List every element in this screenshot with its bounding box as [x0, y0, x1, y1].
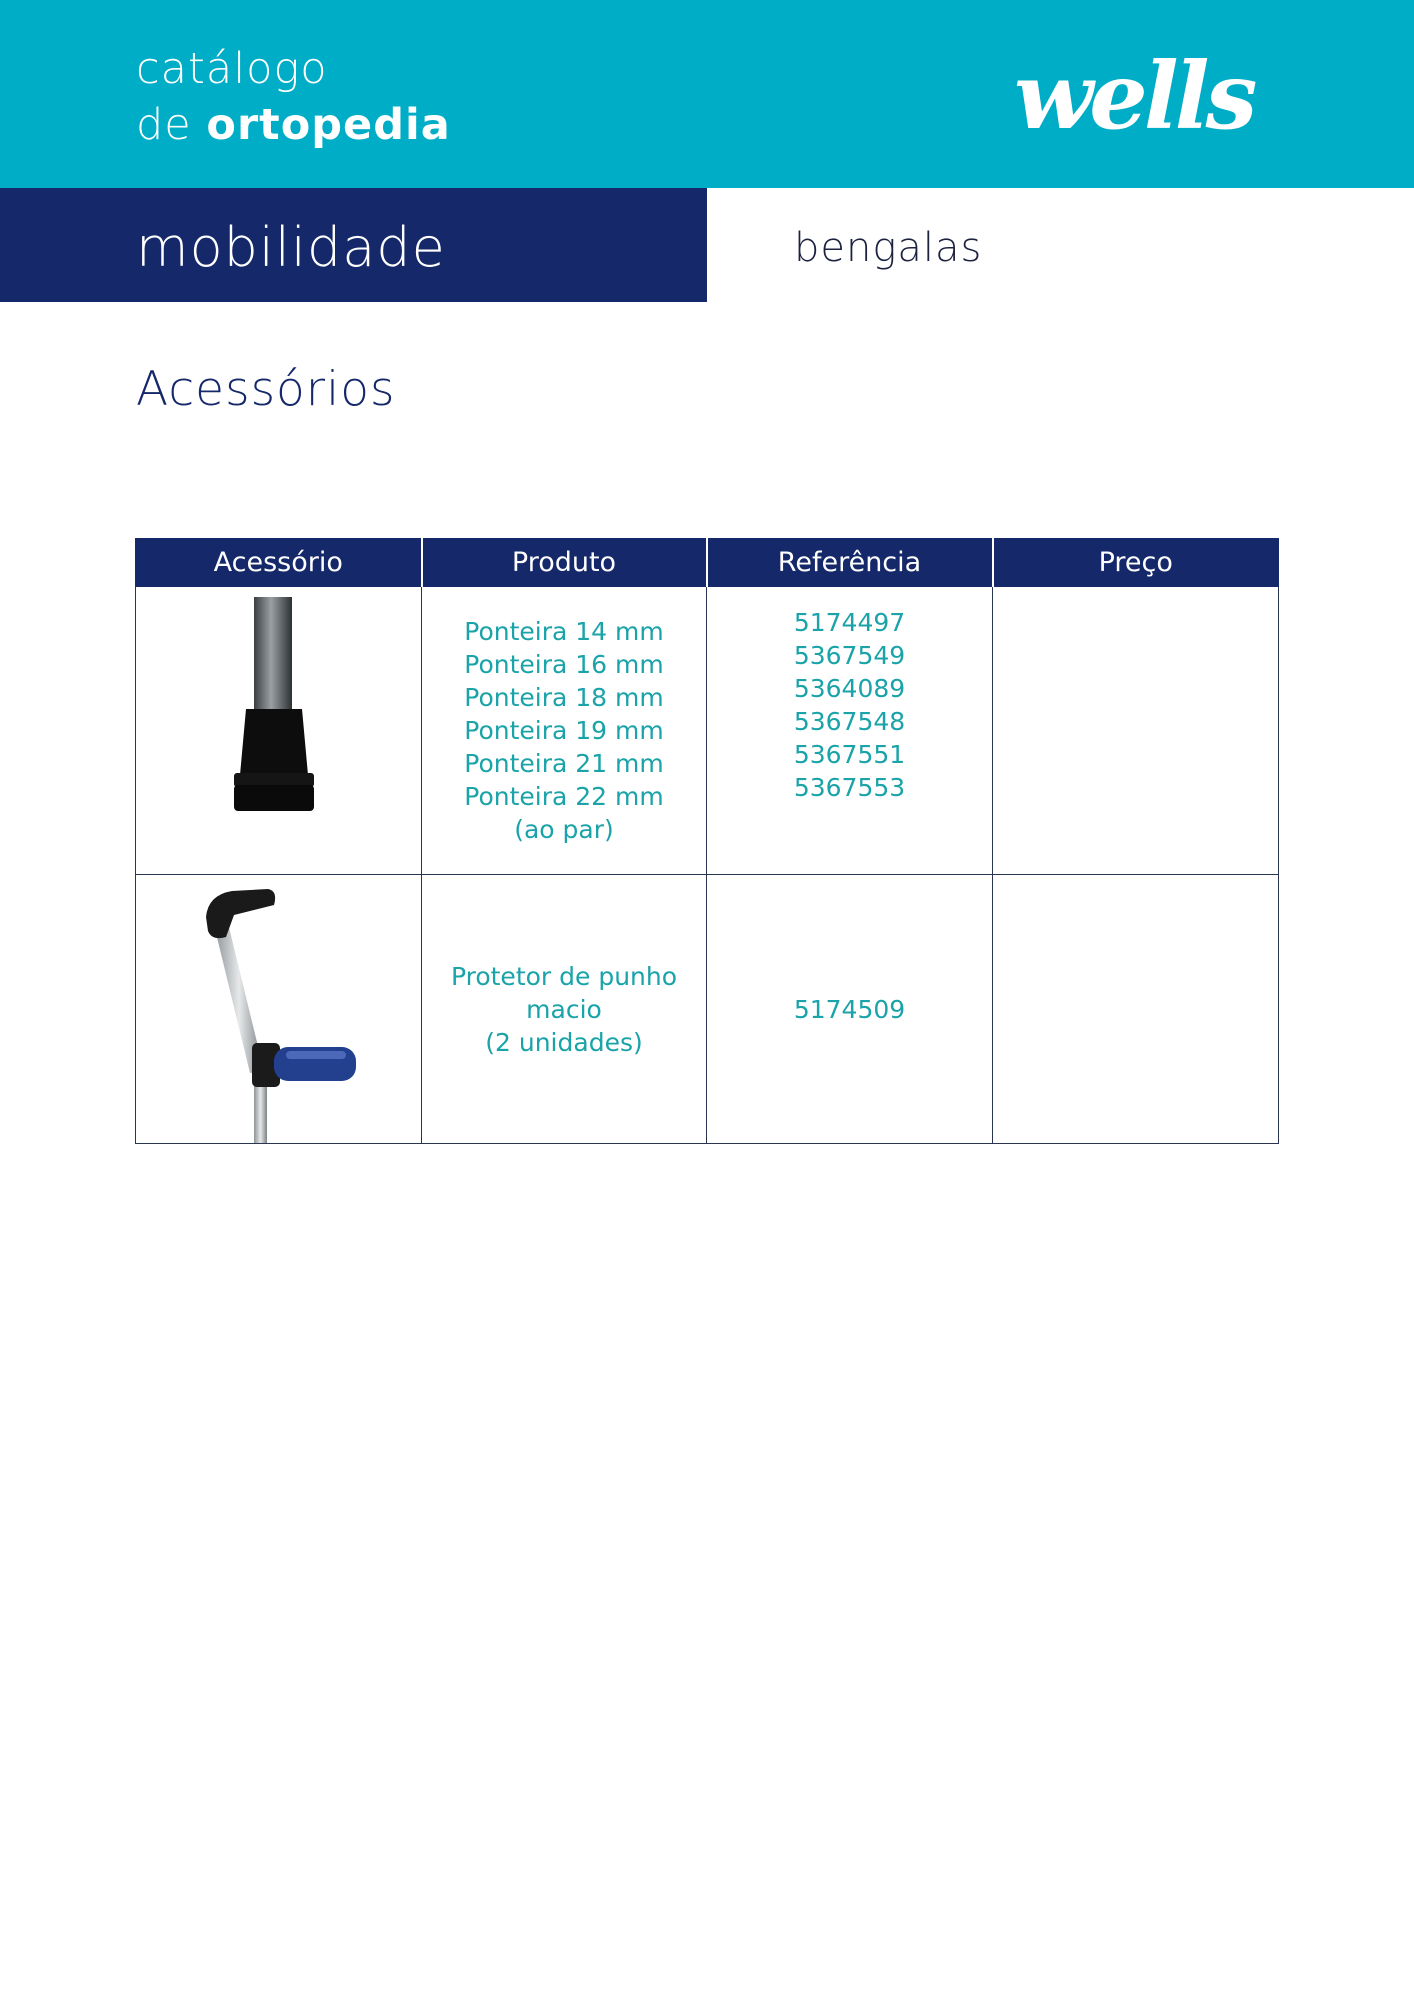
- catalog-title-bold: ortopedia: [206, 100, 451, 150]
- subsection-title: bengalas: [794, 225, 983, 271]
- product-line: (ao par): [514, 815, 614, 844]
- column-header-product: Produto: [422, 539, 707, 587]
- reference-line: 5174497: [793, 608, 906, 637]
- reference-line: 5174509: [793, 994, 906, 1024]
- accessory-image-cell: [136, 587, 422, 875]
- page-heading: Acessórios: [136, 362, 396, 417]
- column-header-price: Preço: [993, 539, 1279, 587]
- crutch-soft-grip-image: [136, 875, 422, 1143]
- table-row: [136, 587, 1279, 875]
- reference-cell: [707, 875, 993, 1144]
- catalog-title-line1: catálogo: [136, 44, 328, 94]
- product-line: Ponteira 16 mm: [464, 650, 664, 679]
- table-header-row: [136, 539, 1279, 587]
- catalog-title-prefix: de: [136, 100, 192, 150]
- product-line: macio: [526, 994, 602, 1024]
- product-line: Protetor de punho: [450, 961, 678, 991]
- product-line: Ponteira 22 mm: [464, 782, 664, 811]
- accessories-table: [135, 538, 1279, 1144]
- catalog-title-line2: [136, 100, 451, 150]
- price-cell: [993, 587, 1279, 875]
- section-title: mobilidade: [136, 216, 446, 279]
- product-line: Ponteira 19 mm: [464, 716, 664, 745]
- reference-line: 5367551: [793, 740, 906, 769]
- reference-line: 5367549: [793, 641, 906, 670]
- reference-cell: [707, 587, 993, 875]
- wells-logo: [1010, 42, 1285, 152]
- svg-text:wells: wells: [1014, 42, 1254, 150]
- table-row: [136, 875, 1279, 1144]
- product-line: Ponteira 21 mm: [464, 749, 664, 778]
- accessory-image-cell: [136, 875, 422, 1144]
- price-cell: [993, 875, 1279, 1144]
- reference-line: 5364089: [793, 674, 906, 703]
- product-line: Ponteira 18 mm: [464, 683, 664, 712]
- reference-line: 5367548: [793, 707, 906, 736]
- product-line: Ponteira 14 mm: [464, 617, 664, 646]
- product-line: (2 unidades): [485, 1027, 643, 1057]
- column-header-reference: Referência: [707, 539, 993, 587]
- product-cell: [422, 587, 707, 875]
- reference-line: 5367553: [793, 773, 906, 802]
- crutch-rubber-tip-image: [136, 597, 422, 865]
- product-cell: [422, 875, 707, 1144]
- column-header-accessory: Acessório: [136, 539, 422, 587]
